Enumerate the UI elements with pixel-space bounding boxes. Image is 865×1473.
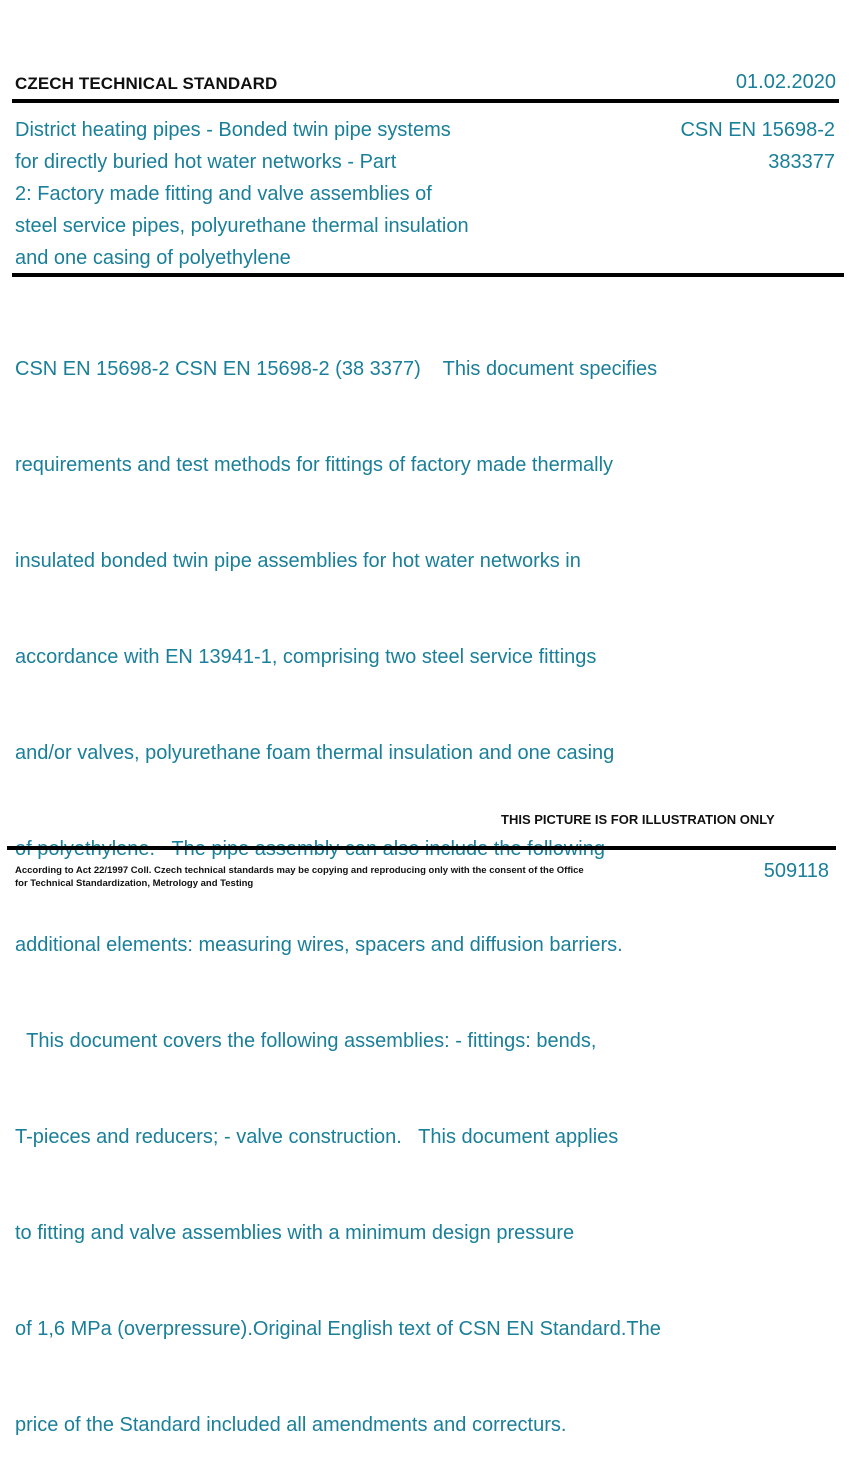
description-line: and/or valves, polyurethane foam thermal insulation and one casing (15, 742, 615, 764)
title-line: District heating pipes - Bonded twin pipe systems (15, 119, 451, 141)
standard-title (15, 114, 515, 274)
description-line: T-pieces and reducers; - valve construction. This document applies (15, 1126, 619, 1148)
title-line: for directly buried hot water networks - Part (15, 151, 397, 173)
title-line: and one casing of polyethylene (15, 247, 291, 269)
title-divider (12, 273, 844, 277)
legal-line: According to Act 22/1997 Coll. Czech technical standards may be copying and reproducing only with the consent of the Office (15, 865, 584, 876)
legal-line: for Technical Standardization, Metrology and Testing (15, 878, 254, 889)
header-divider (12, 99, 839, 103)
footer-divider (7, 846, 836, 850)
catalog-number: 509118 (763, 860, 829, 882)
standard-identifier (680, 114, 835, 178)
description-line: accordance with EN 13941-1, comprising two steel service fittings (15, 646, 597, 668)
description-line: This document covers the following assemblies: - fittings: bends, (15, 1030, 597, 1052)
description-line: insulated bonded twin pipe assemblies for hot water networks in (15, 550, 581, 572)
document-type-label: CZECH TECHNICAL STANDARD (15, 74, 278, 93)
standard-code: CSN EN 15698-2 (680, 119, 835, 141)
illustration-disclaimer: THIS PICTURE IS FOR ILLUSTRATION ONLY (501, 812, 775, 827)
description-line: requirements and test methods for fittings of factory made thermally (15, 454, 614, 476)
description-line: CSN EN 15698-2 CSN EN 15698-2 (38 3377) This document specifies (15, 358, 658, 380)
description-line: of 1,6 MPa (overpressure).Original English text of CSN EN Standard.The (15, 1318, 661, 1340)
title-line: 2: Factory made fitting and valve assemblies of (15, 183, 432, 205)
publication-date: 01.02.2020 (735, 71, 836, 93)
title-line: steel service pipes, polyurethane thermal insulation (15, 215, 469, 237)
legal-notice (15, 864, 595, 890)
standard-number: 383377 (768, 151, 835, 173)
description-line: additional elements: measuring wires, spacers and diffusion barriers. (15, 934, 623, 956)
description-line: to fitting and valve assemblies with a minimum design pressure (15, 1222, 575, 1244)
description-line: price of the Standard included all amendments and correcturs. (15, 1414, 567, 1436)
